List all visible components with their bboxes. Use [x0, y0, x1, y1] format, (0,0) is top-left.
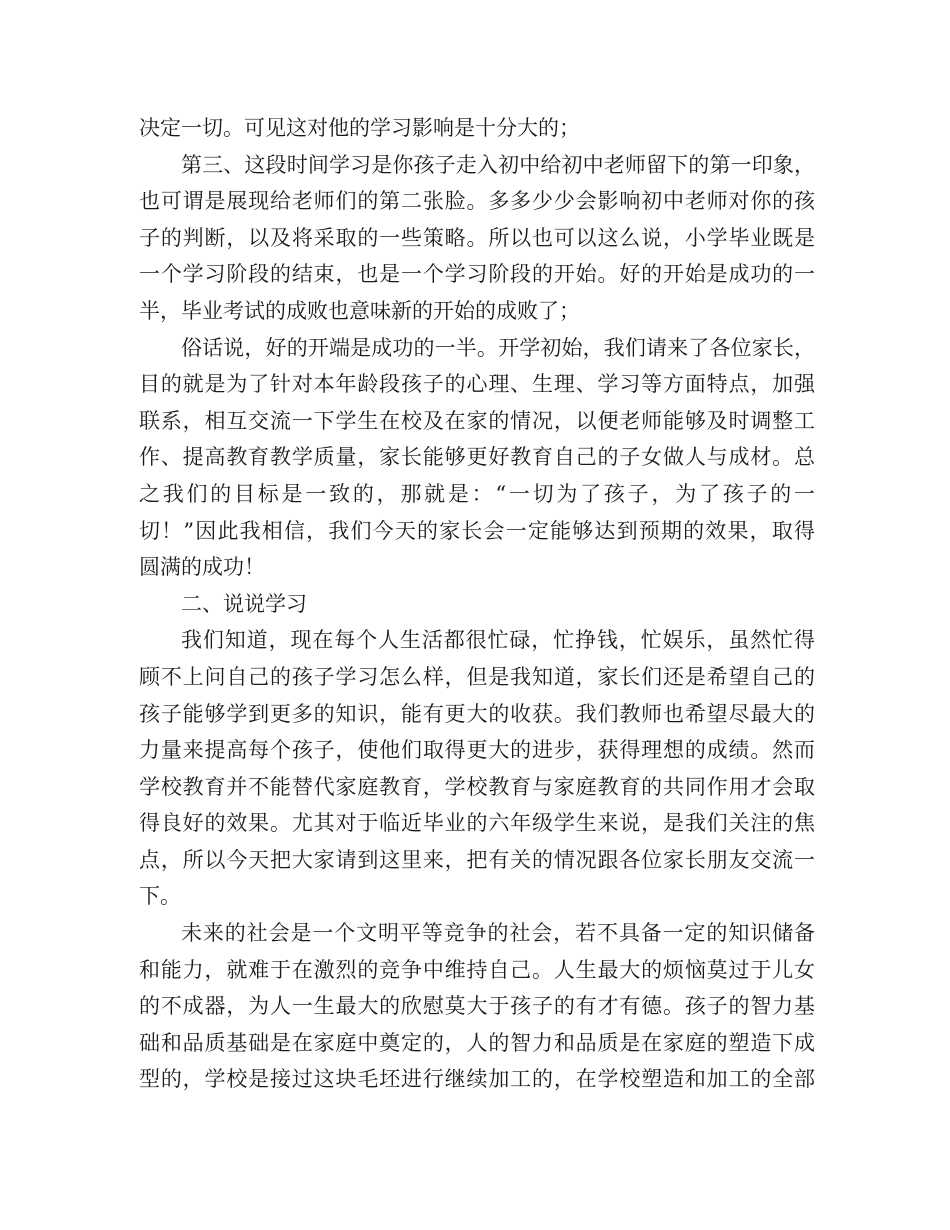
text-line: 点，所以今天把大家请到这里来，把有关的情况跟各位家长朋友交流一: [139, 847, 815, 872]
document-body: [139, 110, 815, 1098]
text-line: 础和品质基础是在家庭中奠定的，人的智力和品质是在家庭的塑造下成: [139, 1030, 815, 1055]
text-line: 一个学习阶段的结束，也是一个学习阶段的开始。好的开始是成功的一: [139, 262, 815, 287]
text-line: 俗话说，好的开端是成功的一半。开学初始，我们请来了各位家长，: [181, 335, 815, 360]
text-line: 联系，相互交流一下学生在校及在家的情况，以便老师能够及时调整工: [139, 408, 815, 433]
text-line: 目的就是为了针对本年龄段孩子的心理、生理、学习等方面特点，加强: [139, 372, 815, 397]
text-line: 型的，学校是接过这块毛坯进行继续加工的，在学校塑造和加工的全部: [139, 1067, 815, 1092]
text-line: 也可谓是展现给老师们的第二张脸。多多少少会影响初中老师对你的孩: [139, 189, 815, 214]
text-line: 下。: [139, 884, 181, 909]
text-line: 力量来提高每个孩子，使他们取得更大的进步，获得理想的成绩。然而: [139, 738, 815, 763]
text-line: 半，毕业考试的成败也意味新的开始的成败了；: [139, 298, 580, 323]
text-line: 的不成器，为人一生最大的欣慰莫大于孩子的有才有德。孩子的智力基: [139, 994, 815, 1019]
text-line: 之我们的目标是一致的，那就是：“一切为了孩子，为了孩子的一: [139, 481, 815, 506]
text-line: 子的判断，以及将采取的一些策略。所以也可以这么说，小学毕业既是: [139, 225, 815, 250]
text-line: 圆满的成功！: [139, 555, 265, 580]
text-line: 切！”因此我相信，我们今天的家长会一定能够达到预期的效果，取得: [139, 518, 815, 543]
text-line: 二、说说学习: [181, 591, 307, 616]
text-line: 学校教育并不能替代家庭教育，学校教育与家庭教育的共同作用才会取: [139, 774, 815, 799]
text-line: 决定一切。可见这对他的学习影响是十分大的；: [139, 116, 580, 140]
text-line: 孩子能够学到更多的知识，能有更大的收获。我们教师也希望尽最大的: [139, 701, 815, 726]
text-line: 顾不上问自己的孩子学习怎么样，但是我知道，家长们还是希望自己的: [139, 664, 815, 689]
text-line: 未来的社会是一个文明平等竞争的社会，若不具备一定的知识储备: [181, 921, 815, 946]
text-line: 作、提高教育教学质量，家长能够更好教育自己的子女做人与成材。总: [139, 445, 815, 470]
text-line: 我们知道，现在每个人生活都很忙碌，忙挣钱，忙娱乐，虽然忙得: [181, 628, 815, 653]
text-line: 得良好的效果。尤其对于临近毕业的六年级学生来说，是我们关注的焦: [139, 811, 815, 836]
text-line: 第三、这段时间学习是你孩子走入初中给初中老师留下的第一印象，: [181, 152, 815, 177]
text-line: 和能力，就难于在激烈的竞争中维持自己。人生最大的烦恼莫过于儿女: [139, 957, 815, 982]
